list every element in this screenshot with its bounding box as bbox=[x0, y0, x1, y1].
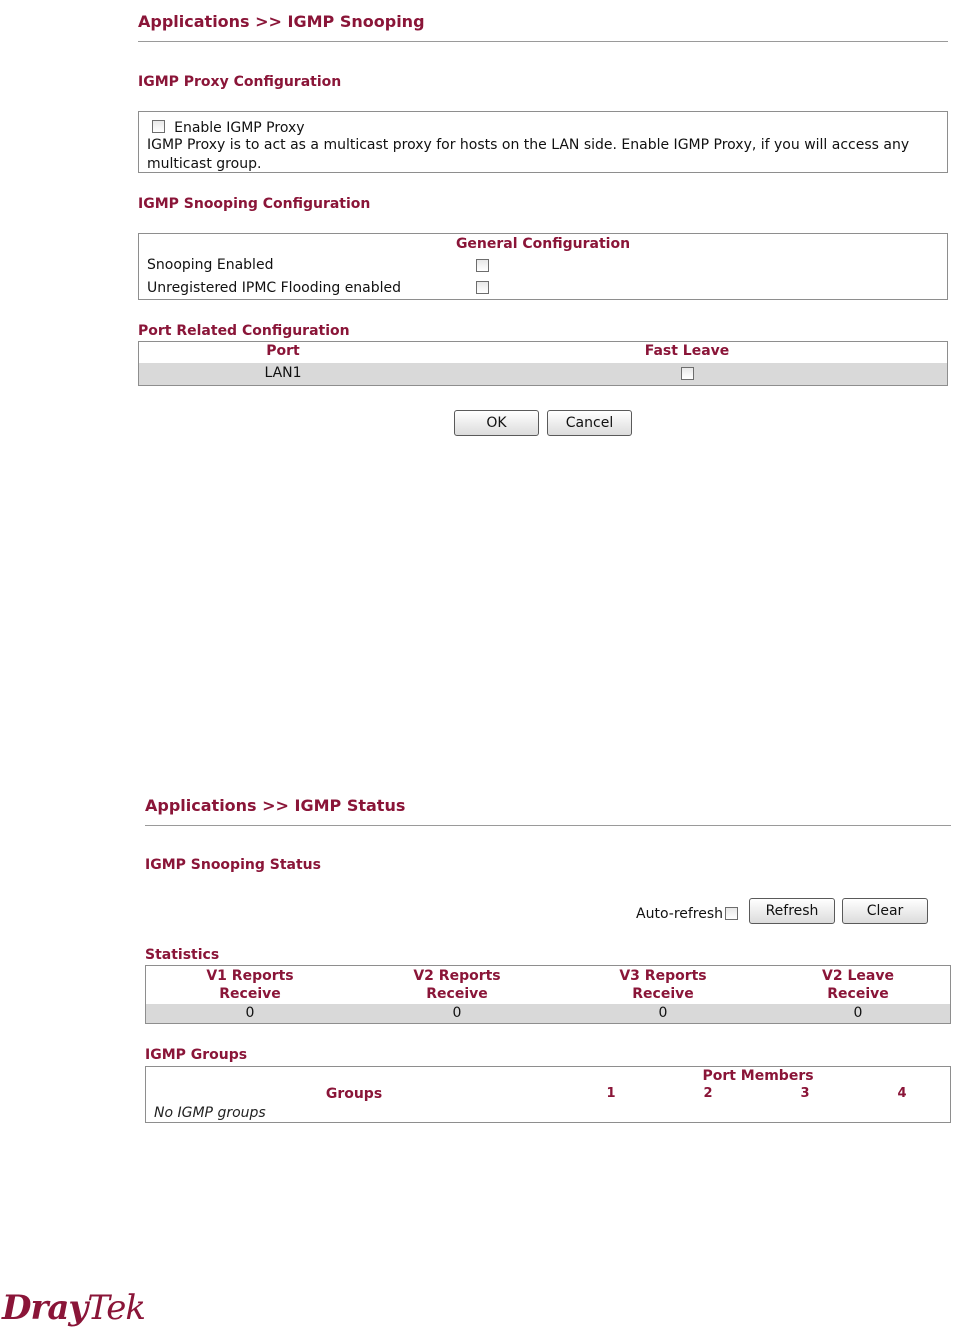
enable-igmp-proxy-row bbox=[152, 117, 305, 138]
table-row bbox=[146, 1004, 950, 1023]
v2-reports-header-line2: Receive bbox=[426, 986, 488, 1002]
port-members-header: Port Members bbox=[702, 1068, 814, 1084]
proxy-description: IGMP Proxy is to act as a multicast proxy for hosts on the LAN side. Enable IGMP Proxy, if you will access any multicast group. bbox=[147, 137, 910, 172]
v1-reports-value: 0 bbox=[245, 1005, 255, 1021]
fast-leave-column-header: Fast Leave bbox=[644, 343, 730, 359]
v3-reports-header-line1: V3 Reports bbox=[619, 968, 707, 984]
port-cell: LAN1 bbox=[264, 365, 302, 381]
ipmc-flooding-checkbox[interactable] bbox=[476, 281, 489, 294]
v2-reports-header-line1: V2 Reports bbox=[413, 968, 501, 984]
page-title: Applications >> IGMP Snooping bbox=[138, 12, 425, 31]
no-groups-text: No IGMP groups bbox=[154, 1105, 266, 1121]
proxy-section-heading: IGMP Proxy Configuration bbox=[138, 74, 342, 90]
snooping-enabled-label: Snooping Enabled bbox=[147, 257, 274, 273]
v1-reports-header-line1: V1 Reports bbox=[206, 968, 294, 984]
port-member-2-header: 2 bbox=[703, 1086, 713, 1101]
proxy-config-box bbox=[138, 111, 948, 173]
v2-leave-value: 0 bbox=[853, 1005, 863, 1021]
auto-refresh-checkbox[interactable] bbox=[725, 907, 738, 920]
v2-reports-header bbox=[354, 967, 560, 1003]
fast-leave-checkbox[interactable] bbox=[681, 367, 694, 380]
v2-leave-header-line2: Receive bbox=[827, 986, 889, 1002]
ok-button[interactable]: OK bbox=[454, 410, 539, 436]
logo-text-bold: Dray bbox=[2, 1288, 88, 1328]
page-title: Applications >> IGMP Status bbox=[145, 796, 406, 815]
general-config-box bbox=[138, 233, 948, 300]
port-config-table bbox=[138, 341, 948, 386]
statistics-heading: Statistics bbox=[145, 947, 220, 963]
snooping-enabled-checkbox[interactable] bbox=[476, 259, 489, 272]
cancel-button[interactable]: Cancel bbox=[547, 410, 632, 436]
v3-reports-header-line2: Receive bbox=[632, 986, 694, 1002]
clear-button[interactable]: Clear bbox=[842, 898, 928, 924]
snooping-section-heading: IGMP Snooping Configuration bbox=[138, 196, 371, 212]
igmp-groups-table bbox=[145, 1066, 951, 1123]
igmp-groups-heading: IGMP Groups bbox=[145, 1047, 248, 1063]
draytek-logo bbox=[2, 1288, 145, 1328]
port-column-header: Port bbox=[266, 343, 300, 359]
v2-leave-header bbox=[766, 967, 950, 1003]
table-row bbox=[139, 363, 947, 385]
title-divider bbox=[145, 825, 951, 826]
title-divider bbox=[138, 41, 948, 42]
groups-column-header: Groups bbox=[325, 1086, 383, 1102]
port-member-3-header: 3 bbox=[800, 1086, 810, 1101]
auto-refresh-label: Auto-refresh bbox=[636, 906, 724, 922]
logo-text-light: Tek bbox=[87, 1288, 145, 1328]
v2-reports-value: 0 bbox=[452, 1005, 462, 1021]
v3-reports-header bbox=[560, 967, 766, 1003]
v1-reports-header-line2: Receive bbox=[219, 986, 281, 1002]
enable-igmp-proxy-label: Enable IGMP Proxy bbox=[174, 120, 305, 136]
general-config-header: General Configuration bbox=[455, 236, 631, 252]
port-member-4-header: 4 bbox=[897, 1086, 907, 1101]
port-section-heading: Port Related Configuration bbox=[138, 323, 350, 339]
ipmc-flooding-label: Unregistered IPMC Flooding enabled bbox=[147, 280, 402, 296]
enable-igmp-proxy-checkbox[interactable] bbox=[152, 120, 165, 133]
refresh-button[interactable]: Refresh bbox=[749, 898, 835, 924]
v3-reports-value: 0 bbox=[658, 1005, 668, 1021]
port-member-1-header: 1 bbox=[606, 1086, 616, 1101]
v1-reports-header bbox=[146, 967, 354, 1003]
snooping-status-heading: IGMP Snooping Status bbox=[145, 857, 321, 873]
statistics-table bbox=[145, 965, 951, 1024]
v2-leave-header-line1: V2 Leave bbox=[822, 968, 894, 984]
